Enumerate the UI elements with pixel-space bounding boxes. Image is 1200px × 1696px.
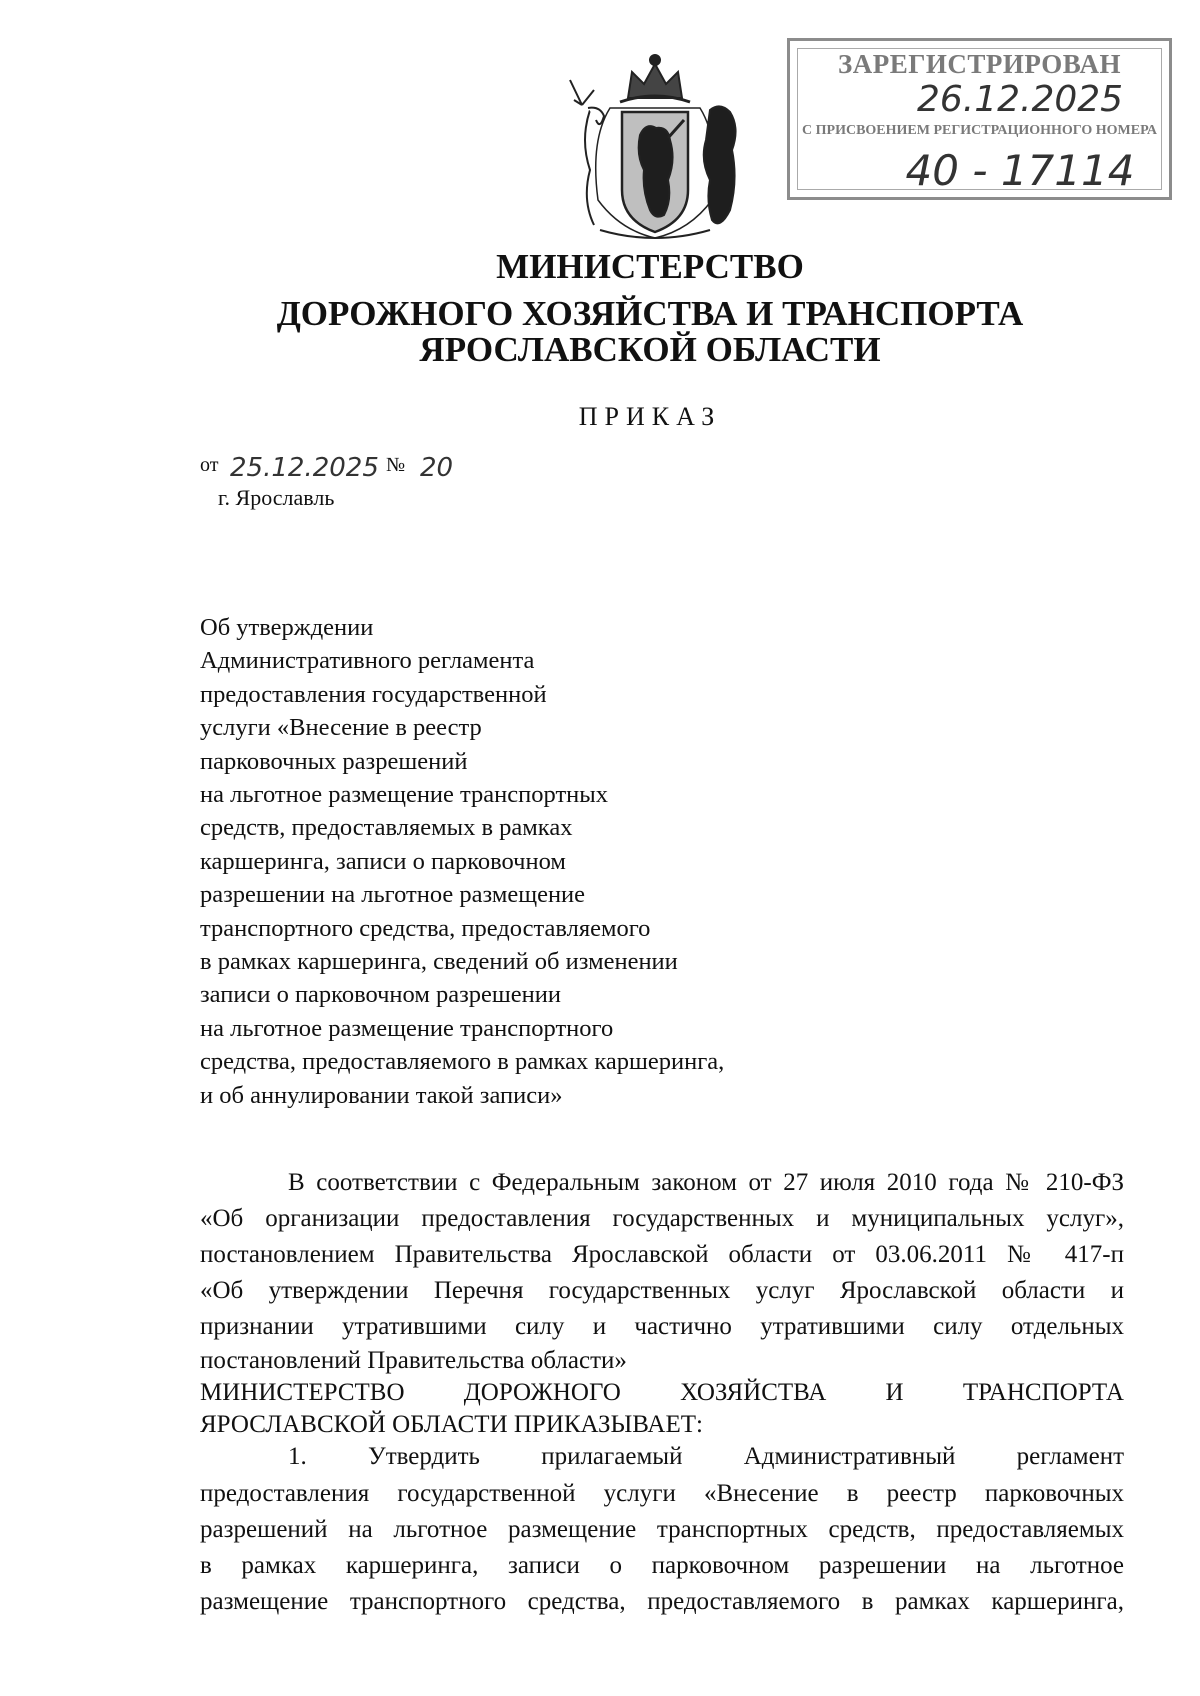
- city: г. Ярославль: [218, 485, 335, 510]
- body-line: «Об организации предоставления государственных и муниципальных услуг»,: [200, 1205, 1124, 1232]
- subject-line: на льготное размещение транспортного: [200, 1014, 614, 1042]
- body-line: В соответствии с Федеральным законом от 27 июля 2010 года № 210-ФЗ: [288, 1169, 1124, 1196]
- subject-line: средств, предоставляемых в рамках: [200, 814, 573, 842]
- stamp-title: ЗАРЕГИСТРИРОВАН: [837, 49, 1122, 79]
- body-line: ЯРОСЛАВСКОЙ ОБЛАСТИ ПРИКАЗЫВАЕТ:: [200, 1411, 703, 1438]
- svg-text:26.12.2025: 26.12.2025: [916, 79, 1124, 119]
- coat-of-arms-icon: [560, 50, 750, 245]
- body-line: МИНИСТЕРСТВО ДОРОЖНОГО ХОЗЯЙСТВА И ТРАНСПОРТА: [200, 1379, 1124, 1406]
- subject-line: транспортного средства, предоставляемого: [200, 914, 651, 942]
- body-line: «Об утверждении Перечня государственных услуг Ярославской области и: [200, 1277, 1124, 1304]
- subject-line: услуги «Внесение в реестр: [200, 714, 482, 742]
- subject-line: записи о парковочном разрешении: [200, 981, 561, 1009]
- subject-line: Об утверждении: [200, 614, 374, 641]
- body-line: предоставления государственной услуги «Внесение в реестр парковочных: [200, 1480, 1124, 1507]
- svg-text:20: 20: [420, 453, 454, 482]
- body-line: постановлением Правительства Ярославской области от 03.06.2011 № 417-п: [200, 1241, 1124, 1268]
- subject-line: в рамках каршеринга, сведений об изменении: [200, 948, 678, 976]
- subject-line: предоставления государственной: [200, 680, 547, 708]
- body-line: размещение транспортного средства, предоставляемого в рамках каршеринга,: [200, 1588, 1124, 1615]
- body-line: в рамках каршеринга, записи о парковочном разрешении на льготное: [200, 1552, 1124, 1579]
- subject-line: на льготное размещение транспортных: [200, 781, 608, 809]
- order-date-number-line: [200, 448, 540, 488]
- subject-line: парковочных разрешений: [200, 747, 468, 775]
- subject-line: средства, предоставляемого в рамках каршеринга,: [200, 1048, 725, 1076]
- subject-line: Административного регламента: [200, 647, 535, 675]
- order-number: [416, 448, 486, 482]
- svg-text:40 - 17114: 40 - 17114: [905, 146, 1135, 193]
- body-line: постановлений Правительства области»: [200, 1347, 627, 1374]
- body-line: признании утратившими силу и частично утратившими силу отдельных: [200, 1313, 1124, 1340]
- stamp-date: [890, 75, 1150, 119]
- subject-line: каршеринга, записи о парковочном: [200, 847, 566, 875]
- order-date: [226, 448, 386, 482]
- stamp-subtitle: С ПРИСВОЕНИЕМ РЕГИСТРАЦИОННОГО НОМЕРА: [802, 123, 1157, 138]
- ministry-title-line-3: ЯРОСЛАВСКОЙ ОБЛАСТИ: [419, 330, 881, 369]
- subject-line: и об аннулировании такой записи»: [200, 1081, 563, 1109]
- body-line: разрешений на льготное размещение транспортных средств, предоставляемых: [200, 1516, 1124, 1543]
- from-label: от: [200, 454, 219, 476]
- order-title: ПРИКАЗ: [578, 402, 722, 431]
- ministry-title-line-1: МИНИСТЕРСТВО: [496, 247, 804, 286]
- svg-text:25.12.2025: 25.12.2025: [230, 453, 379, 482]
- registration-stamp: [787, 38, 1172, 200]
- order-subject: [200, 611, 840, 1112]
- number-label: №: [386, 454, 406, 476]
- stamp-number: [890, 141, 1150, 193]
- body-line: 1. Утвердить прилагаемый Административный регламент: [288, 1443, 1124, 1470]
- ministry-title-line-2: ДОРОЖНОГО ХОЗЯЙСТВА И ТРАНСПОРТА: [276, 294, 1024, 333]
- subject-line: разрешении на льготное размещение: [200, 881, 586, 909]
